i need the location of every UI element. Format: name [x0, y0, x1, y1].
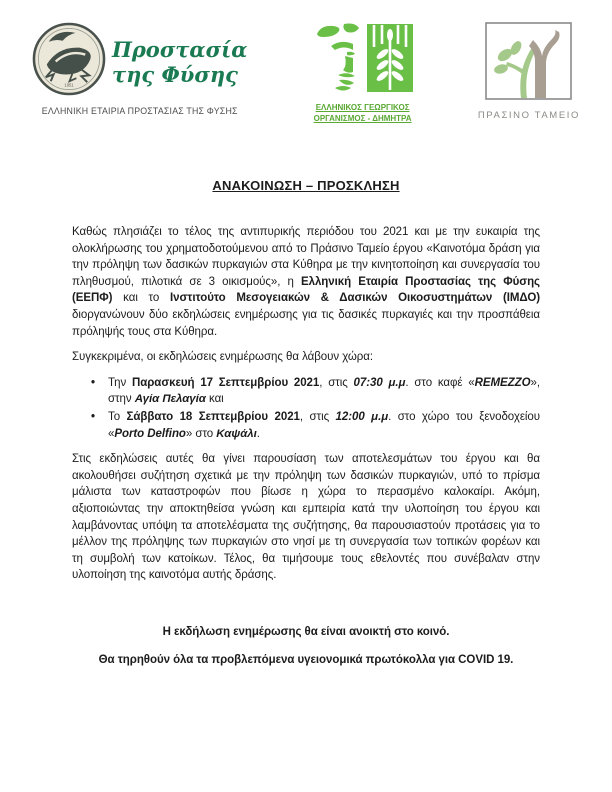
eepf-brand-line2: της Φύσης	[112, 61, 238, 87]
text-run: 12:00 μ.μ	[335, 410, 389, 423]
text-run: Παρασκευή 17 Σεπτεμβρίου 2021	[131, 376, 320, 389]
text-run: Porto Delfino	[114, 427, 186, 440]
elgo-caption-line1: ΕΛΛΗΝΙΚΟΣ ΓΕΩΡΓΙΚΟΣ	[315, 103, 410, 112]
document-body	[72, 224, 540, 669]
text-run: » στο	[185, 427, 217, 440]
closing-covid-protocols: Θα τηρηθούν όλα τα προβλεπόμενα υγειονομικά πρωτόκολλα για COVID 19.	[98, 654, 514, 667]
logo-header	[0, 0, 612, 124]
text-run: Σάββατο 18 Σεπτεμβρίου 2021	[126, 410, 300, 423]
elgo-caption-line2: ΟΡΓΑΝΙΣΜΟΣ - ΔΗΜΗΤΡΑ	[313, 113, 412, 123]
text-run: και	[205, 393, 224, 406]
logo-elgo-dimitra	[311, 22, 415, 124]
text-run: Αγία Πελαγία	[134, 393, 206, 406]
text-run: .	[256, 427, 260, 440]
document-title: ΑΝΑΚΟΙΝΩΣΗ – ΠΡΟΣΚΛΗΣΗ	[212, 178, 400, 193]
text-run: REMEZZO	[474, 376, 531, 389]
text-run: Ινστιτούτο Μεσογειακών & Δασικών Οικοσυστημάτων (ΙΜΔΟ)	[169, 292, 540, 305]
text-run: και το	[112, 292, 170, 305]
paragraph-events-lead: Συγκεκριμένα, οι εκδηλώσεις ενημέρωσης θα λάβουν χώρα:	[72, 351, 374, 364]
closing-open-to-public: Η εκδήλωση ενημέρωσης θα είναι ανοικτή στο κοινό.	[162, 625, 450, 638]
elgo-dimitra-emblem-icon	[311, 22, 415, 99]
text-run: , στις	[299, 410, 336, 423]
text-run: . στο καφέ «	[405, 376, 475, 389]
event-item-friday	[72, 375, 540, 408]
text-run: Το	[108, 410, 127, 423]
text-run: , στις	[319, 376, 354, 389]
text-run: Καθώς πλησιάζει το τέλος της αντιπυρικής περιόδου του 2021 και με την ευκαιρία της ολοκλήρωσης του χρηματοδοτούμενου από το Πράσινο Ταμείο έργου «Καινοτόμα δράση για την πρόληψη των δασικών πυρκαγιών στα Κύθηρα με την κινητοποίηση και συνεργασία του πληθυσμού, πιλοτικά σε 3 οικισμούς», η	[72, 226, 540, 288]
paragraph-intro	[72, 224, 540, 340]
logo-eepf	[32, 22, 247, 116]
eepf-caption: ΕΛΛΗΝΙΚΗ ΕΤΑΙΡΙΑ ΠΡΟΣΤΑΣΙΑΣ ΤΗΣ ΦΥΣΗΣ	[41, 106, 238, 116]
text-run: διοργανώνουν δύο εκδηλώσεις ενημέρωσης για τις δασικές πυρκαγιές και την προσπάθεια πρόληψής τους στα Κύθηρα.	[72, 308, 540, 338]
eepf-brand-text	[112, 37, 247, 87]
text-run: 07:30 μ.μ	[353, 376, 406, 389]
event-item-saturday	[72, 409, 540, 442]
logo-green-fund	[478, 22, 580, 121]
elgo-dimitra-caption	[314, 103, 412, 124]
text-run: Ελληνική Εταιρία Προστασίας της Φύσης (ΕΕΠΦ)	[72, 275, 540, 305]
paragraph-details: Στις εκδηλώσεις αυτές θα γίνει παρουσίαση των αποτελεσμάτων του έργου και θα ακολουθήσει συζήτηση σχετικά με την πρόληψη των δασικών πυρκαγιών, υπό το πρίσμα μάλιστα των καταστροφών που βίωσε η χώρα το περασμένο καλοκαίρι. Ακόμη, αξιοποιώντας την αποκτηθείσα γνώση και εμπειρία κατά την υλοποίηση του έργου και λαμβάνοντας υπόψη τα αποτελέσματα της συζήτησης, θα παρουσιαστούν προτάσεις για το μέλλον της πρόληψης των πυρκαγιών στο νησί με τη συνεργασία των τοπικών φορέων και τη συμβολή των κατοίκων. Τέλος, θα τιμήσουμε τους εθελοντές που συνέβαλαν στην υλοποίηση της καινοτόμα αυτής δράσης.	[72, 453, 540, 582]
svg-text:1951: 1951	[64, 82, 74, 88]
green-fund-emblem-icon	[485, 22, 572, 105]
text-run: Καψάλι	[216, 427, 257, 440]
eepf-emblem-icon	[32, 22, 106, 101]
events-list	[72, 375, 540, 442]
text-run: . στο χώρο του ξενοδοχείου «	[108, 410, 540, 440]
text-run: Την	[108, 376, 132, 389]
green-fund-caption: ΠΡΑΣΙΝΟ ΤΑΜΕΙΟ	[477, 110, 580, 121]
eepf-brand-line1: Προστασία	[112, 36, 248, 62]
text-run: », στην	[108, 376, 540, 406]
